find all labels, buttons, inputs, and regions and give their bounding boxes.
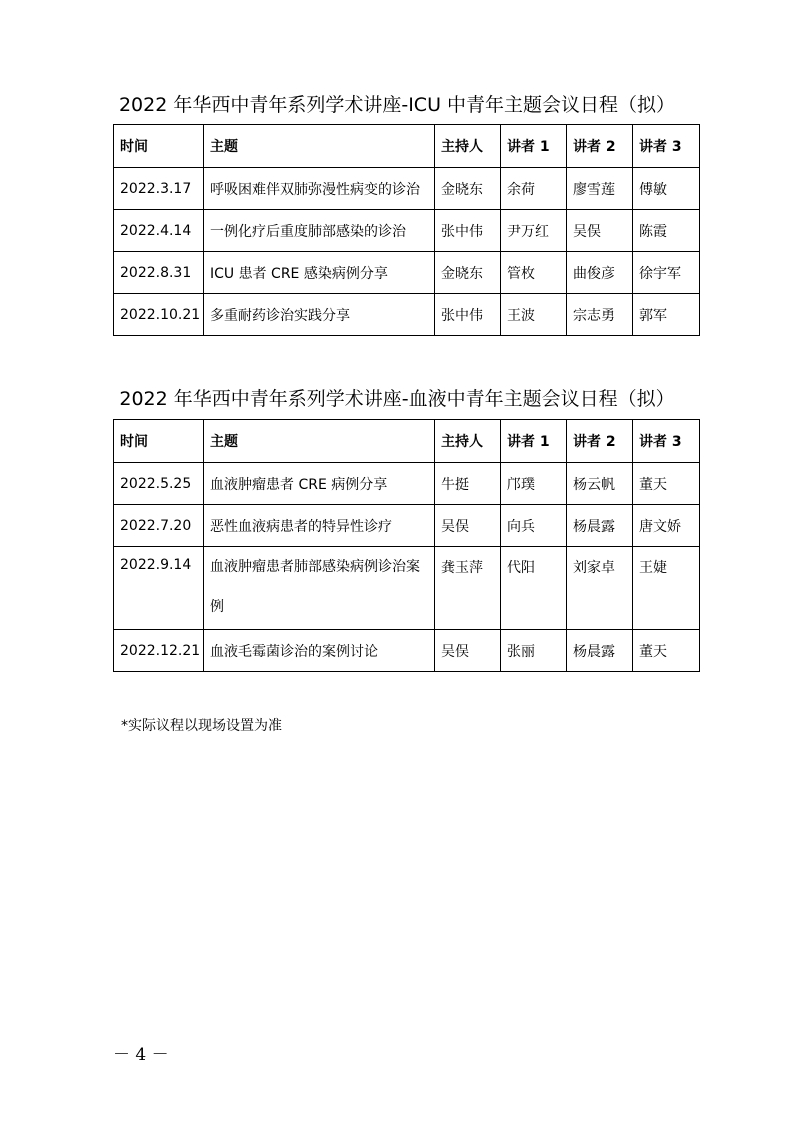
header-host: 主持人: [435, 125, 501, 168]
table-row: [114, 547, 700, 630]
cell-speaker-1: 代阳: [501, 547, 567, 630]
cell-speaker-2: 廖雪莲: [567, 168, 633, 210]
cell-speaker-2: 杨晨露: [567, 505, 633, 547]
hematology-schedule-table: [113, 419, 700, 672]
header-host: 主持人: [435, 420, 501, 463]
cell-time: 2022.3.17: [114, 168, 204, 210]
cell-host: 龚玉萍: [435, 547, 501, 630]
cell-topic: 一例化疗后重度肺部感染的诊治: [204, 210, 435, 252]
table-row: [114, 252, 700, 294]
cell-time: 2022.5.25: [114, 463, 204, 505]
cell-topic: 呼吸困难伴双肺弥漫性病变的诊治: [204, 168, 435, 210]
table-row: [114, 294, 700, 336]
cell-host: 吴俣: [435, 630, 501, 672]
table-header-row: [114, 420, 700, 463]
cell-time: 2022.10.21: [114, 294, 204, 336]
header-topic: 主题: [204, 420, 435, 463]
cell-host: 张中伟: [435, 210, 501, 252]
table-row: [114, 505, 700, 547]
header-speaker-2: 讲者 2: [567, 125, 633, 168]
cell-host: 牛挺: [435, 463, 501, 505]
icu-schedule-table: [113, 124, 700, 336]
cell-topic: 血液肿瘤患者 CRE 病例分享: [204, 463, 435, 505]
cell-host: 金晓东: [435, 252, 501, 294]
header-speaker-3: 讲者 3: [633, 125, 700, 168]
header-speaker-2: 讲者 2: [567, 420, 633, 463]
cell-speaker-1: 尹万红: [501, 210, 567, 252]
footnote: *实际议程以现场设置为准: [121, 718, 282, 734]
table-row: [114, 210, 700, 252]
header-topic: 主题: [204, 125, 435, 168]
cell-speaker-2: 宗志勇: [567, 294, 633, 336]
cell-speaker-2: 刘家卓: [567, 547, 633, 630]
cell-host: 张中伟: [435, 294, 501, 336]
cell-topic: 多重耐药诊治实践分享: [204, 294, 435, 336]
cell-time: 2022.9.14: [114, 547, 204, 630]
cell-speaker-1: 余荷: [501, 168, 567, 210]
cell-time: 2022.7.20: [114, 505, 204, 547]
cell-speaker-3: 郭军: [633, 294, 700, 336]
header-speaker-3: 讲者 3: [633, 420, 700, 463]
cell-speaker-3: 董天: [633, 630, 700, 672]
header-time: 时间: [114, 125, 204, 168]
cell-topic: 血液肿瘤患者肺部感染病例诊治案例: [204, 547, 435, 630]
section-title-icu: 2022 年华西中青年系列学术讲座-ICU 中青年主题会议日程（拟）: [118, 94, 676, 116]
cell-host: 金晓东: [435, 168, 501, 210]
cell-speaker-2: 吴俣: [567, 210, 633, 252]
cell-speaker-1: 邝璞: [501, 463, 567, 505]
table-row: [114, 168, 700, 210]
cell-time: 2022.8.31: [114, 252, 204, 294]
cell-speaker-1: 管枚: [501, 252, 567, 294]
cell-time: 2022.12.21: [114, 630, 204, 672]
cell-speaker-2: 杨云帆: [567, 463, 633, 505]
header-time: 时间: [114, 420, 204, 463]
cell-speaker-3: 陈霞: [633, 210, 700, 252]
cell-speaker-1: 张丽: [501, 630, 567, 672]
page-number: － 4 －: [113, 1045, 169, 1065]
cell-topic: ICU 患者 CRE 感染病例分享: [204, 252, 435, 294]
cell-speaker-3: 徐宇军: [633, 252, 700, 294]
cell-host: 吴俣: [435, 505, 501, 547]
cell-time: 2022.4.14: [114, 210, 204, 252]
cell-speaker-1: 王波: [501, 294, 567, 336]
cell-speaker-2: 杨晨露: [567, 630, 633, 672]
cell-speaker-1: 向兵: [501, 505, 567, 547]
header-speaker-1: 讲者 1: [501, 420, 567, 463]
cell-topic: 血液毛霉菌诊治的案例讨论: [204, 630, 435, 672]
table-row: [114, 630, 700, 672]
table-header-row: [114, 125, 700, 168]
cell-speaker-3: 傅敏: [633, 168, 700, 210]
cell-speaker-3: 王婕: [633, 547, 700, 630]
cell-speaker-3: 董天: [633, 463, 700, 505]
table-row: [114, 463, 700, 505]
cell-speaker-3: 唐文娇: [633, 505, 700, 547]
cell-topic: 恶性血液病患者的特异性诊疗: [204, 505, 435, 547]
header-speaker-1: 讲者 1: [501, 125, 567, 168]
cell-speaker-2: 曲俊彦: [567, 252, 633, 294]
section-title-hematology: 2022 年华西中青年系列学术讲座-血液中青年主题会议日程（拟）: [119, 388, 675, 410]
